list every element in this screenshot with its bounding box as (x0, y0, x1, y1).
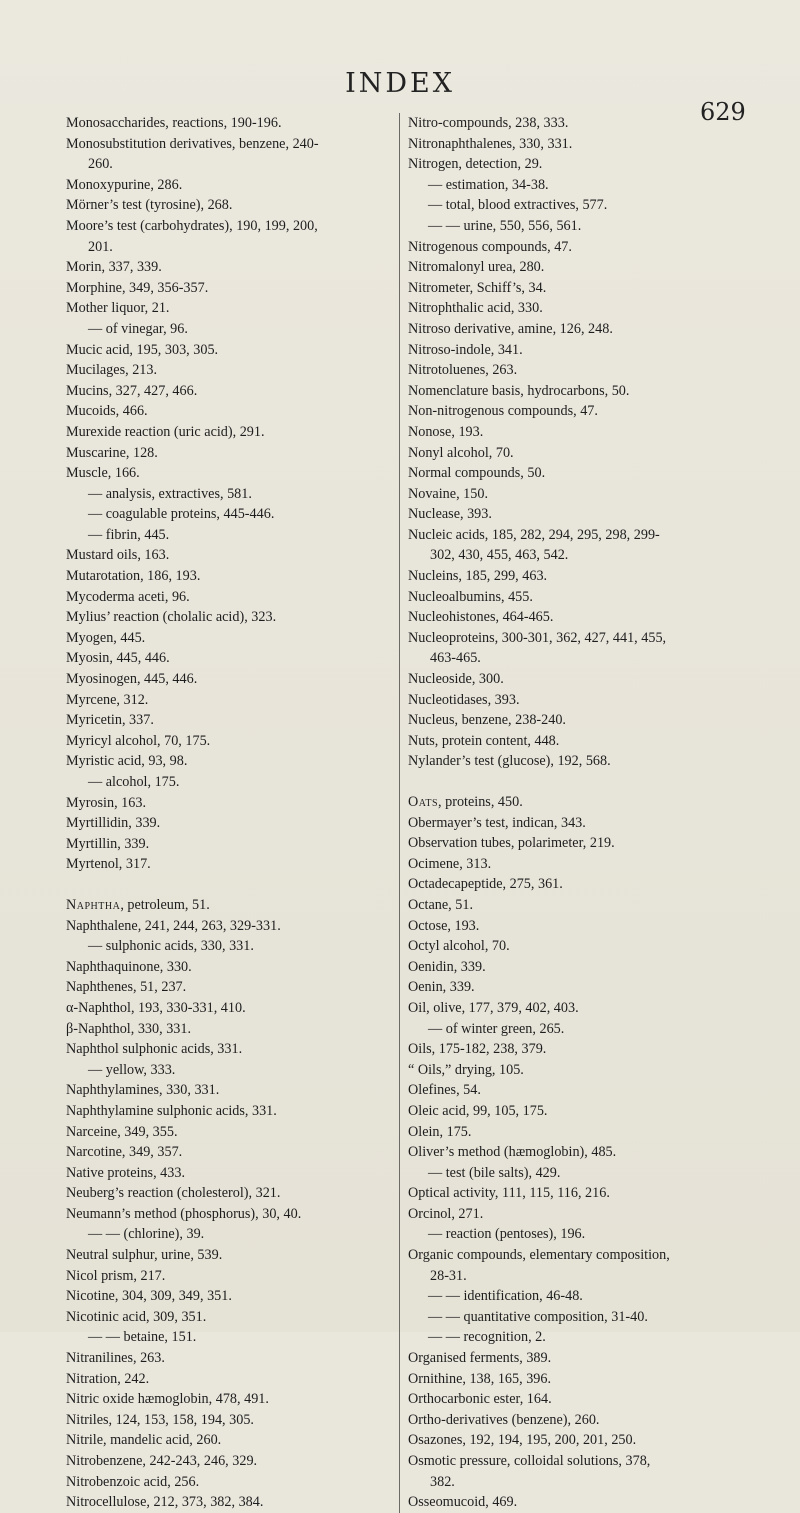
index-entry: Nitroso derivative, amine, 126, 248. (408, 320, 613, 337)
page-title: INDEX (345, 68, 455, 99)
index-entry: Ornithine, 138, 165, 396. (408, 1370, 552, 1387)
index-entry: Mörner’s test (tyrosine), 268. (66, 197, 233, 214)
index-entry: Octane, 51. (408, 896, 474, 913)
index-entry: Myrosin, 163. (66, 794, 147, 811)
index-entry: Oils, 175-182, 238, 379. (408, 1041, 547, 1058)
index-entry: Naphthalene, 241, 244, 263, 329-331. (66, 917, 281, 934)
index-subentry: — fibrin, 445. (88, 526, 170, 543)
index-subentry: — coagulable proteins, 445-446. (88, 506, 275, 523)
index-entry: Nitrogen, detection, 29. (408, 156, 543, 173)
index-entry: Nitrobenzene, 242-243, 246, 329. (66, 1453, 258, 1469)
index-entry: Osazones, 192, 194, 195, 200, 201, 250. (408, 1432, 637, 1449)
index-entry: Nitrocellulose, 212, 373, 382, 384. (66, 1494, 264, 1511)
index-entry: Nucleoside, 300. (408, 671, 504, 688)
index-entry: Nucleohistones, 464-465. (408, 609, 554, 626)
index-entry: “ Oils,” drying, 105. (408, 1061, 524, 1078)
index-entry: Myrtillin, 339. (66, 835, 150, 852)
index-entry-continuation: 302, 430, 455, 463, 542. (430, 547, 569, 564)
index-entry: Nitrotoluenes, 263. (408, 362, 518, 379)
index-subentry: — of vinegar, 96. (88, 320, 188, 337)
page-number: 629 (700, 98, 746, 126)
index-entry: Naphthaquinone, 330. (66, 958, 192, 975)
index-entry: Olein, 175. (408, 1123, 472, 1140)
index-subentry: — yellow, 333. (88, 1061, 176, 1078)
index-entry: Native proteins, 433. (66, 1164, 185, 1181)
index-entry: Olefines, 54. (408, 1082, 481, 1099)
index-entry: Ocimene, 313. (408, 855, 492, 872)
index-entry: Morphine, 349, 356-357. (66, 279, 209, 296)
index-entry: Nitric oxide hæmoglobin, 478, 491. (66, 1391, 269, 1408)
index-subentry: — — (chlorine), 39. (88, 1226, 205, 1243)
index-entry: Nitrile, mandelic acid, 260. (66, 1432, 222, 1449)
index-entry: Mucilages, 213. (66, 362, 158, 379)
index-entry: Oil, olive, 177, 379, 402, 403. (408, 999, 579, 1016)
index-entry: Myogen, 445. (66, 629, 146, 646)
index-subentry: — total, blood extractives, 577. (428, 197, 608, 214)
index-entry: Osmotic pressure, colloidal solutions, 378, (408, 1453, 651, 1469)
index-entry: Moore’s test (carbohydrates), 190, 199, 200, (66, 217, 318, 234)
index-entry: Narcotine, 349, 357. (66, 1144, 183, 1161)
index-subentry: — reaction (pentoses), 196. (428, 1226, 586, 1243)
index-entry: Ortho-derivatives (benzene), 260. (408, 1411, 600, 1428)
index-subentry: — — identification, 46-48. (428, 1288, 583, 1305)
index-entry: β-Naphthol, 330, 331. (66, 1020, 192, 1037)
index-entry: Myricyl alcohol, 70, 175. (66, 732, 211, 749)
index-entry: Nomenclature basis, hydrocarbons, 50. (408, 382, 630, 399)
index-entry: Monoxypurine, 286. (66, 176, 183, 193)
index-subentry: — — quantitative composition, 31-40. (428, 1308, 648, 1325)
index-entry: Mycoderma aceti, 96. (66, 588, 190, 605)
index-entry: Murexide reaction (uric acid), 291. (66, 423, 265, 440)
index-subentry: — alcohol, 175. (88, 774, 180, 790)
index-entry: Nonose, 193. (408, 423, 484, 440)
index-entry: α-Naphthol, 193, 330-331, 410. (66, 999, 246, 1016)
index-entry: Neutral sulphur, urine, 539. (66, 1247, 223, 1264)
section-gap (400, 772, 736, 792)
index-entry: Nucleins, 185, 299, 463. (408, 568, 548, 585)
index-entry: Oleic acid, 99, 105, 175. (408, 1102, 548, 1119)
index-entry: Osseomucoid, 469. (408, 1494, 518, 1511)
index-entry: Nitriles, 124, 153, 158, 194, 305. (66, 1411, 254, 1428)
index-entry: Monosaccharides, reactions, 190-196. (66, 115, 282, 131)
index-entry: Nylander’s test (glucose), 192, 568. (408, 753, 611, 770)
index-entry: Nitronaphthalenes, 330, 331. (408, 135, 573, 152)
index-subentry: — sulphonic acids, 330, 331. (88, 938, 254, 955)
index-entry-continuation: 28-31. (430, 1267, 467, 1284)
index-entry: Orcinol, 271. (408, 1205, 484, 1222)
index-entry: Nicol prism, 217. (66, 1267, 166, 1284)
index-entry: Nucleic acids, 185, 282, 294, 295, 298, 299- (408, 526, 660, 543)
index-entry: Observation tubes, polarimeter, 219. (408, 835, 615, 852)
index-entry: Myrcene, 312. (66, 691, 149, 708)
index-entry: Myricetin, 337. (66, 712, 154, 729)
index-entry: Naphthol sulphonic acids, 331. (66, 1041, 243, 1058)
index-entry: Nitroso-indole, 341. (408, 341, 523, 358)
index-entry-continuation: 201. (88, 238, 113, 255)
index-entry: Oenidin, 339. (408, 958, 486, 975)
index-entry: Obermayer’s test, indican, 343. (408, 814, 586, 831)
index-entry: Nicotine, 304, 309, 349, 351. (66, 1288, 232, 1305)
index-entry: Nitromalonyl urea, 280. (408, 259, 545, 276)
index-subentry: — — betaine, 151. (88, 1329, 197, 1346)
index-entry: Nitranilines, 263. (66, 1350, 165, 1367)
index-entry: Naphthylamines, 330, 331. (66, 1082, 220, 1099)
index-entry: Nonyl alcohol, 70. (408, 444, 514, 461)
index-entry: Mucoids, 466. (66, 403, 148, 420)
index-entry: Muscarine, 128. (66, 444, 158, 461)
index-entry: Myrtillidin, 339. (66, 815, 161, 832)
index-entry: Nitrogenous compounds, 47. (408, 238, 572, 255)
index-entry: Nitration, 242. (66, 1370, 150, 1387)
index-entry: Nucleoalbumins, 455. (408, 588, 533, 605)
index-subentry: — — urine, 550, 556, 561. (428, 217, 582, 234)
index-subentry: — test (bile salts), 429. (428, 1164, 561, 1181)
index-entry: Octyl alcohol, 70. (408, 938, 510, 955)
index-entry: Optical activity, 111, 115, 116, 216. (408, 1185, 610, 1202)
index-entry: Oliver’s method (hæmoglobin), 485. (408, 1144, 617, 1161)
index-entry: Octadecapeptide, 275, 361. (408, 876, 563, 893)
index-column-left (66, 113, 390, 1513)
index-entry: Naphthylamine sulphonic acids, 331. (66, 1102, 277, 1119)
index-entry: Nitro-compounds, 238, 333. (408, 115, 569, 131)
index-entry: Myristic acid, 93, 98. (66, 753, 188, 770)
index-subentry: — — recognition, 2. (428, 1329, 546, 1346)
index-entry: Oats, proteins, 450. (408, 794, 523, 810)
index-entry: Nitrobenzoic acid, 256. (66, 1473, 200, 1490)
index-entry: Oenin, 339. (408, 979, 475, 996)
index-subentry: — of winter green, 265. (428, 1020, 565, 1037)
index-entry: Neuberg’s reaction (cholesterol), 321. (66, 1185, 281, 1202)
index-entry: Orthocarbonic ester, 164. (408, 1391, 552, 1408)
index-entry: Organic compounds, elementary composition, (408, 1247, 670, 1264)
index-entry: Nucleus, benzene, 238-240. (408, 712, 566, 729)
index-entry: Myrtenol, 317. (66, 856, 151, 873)
index-entry: Organised ferments, 389. (408, 1350, 552, 1367)
index-entry: Mutarotation, 186, 193. (66, 568, 201, 585)
index-entry: Morin, 337, 339. (66, 259, 162, 276)
index-entry: Muscle, 166. (66, 465, 140, 482)
index-entry: Nitrometer, Schiff’s, 34. (408, 279, 547, 296)
index-entry: Mucins, 327, 427, 466. (66, 382, 198, 399)
index-entry-continuation: 260. (88, 156, 113, 173)
index-column-right (399, 113, 736, 1513)
index-subentry: — analysis, extractives, 581. (88, 485, 252, 502)
index-entry: Nitrophthalic acid, 330. (408, 300, 543, 317)
index-entry: Novaine, 150. (408, 485, 488, 502)
index-entry: Nuclease, 393. (408, 506, 492, 523)
index-entry: Naphthenes, 51, 237. (66, 979, 187, 996)
index-entry: Nuts, protein content, 448. (408, 732, 560, 749)
index-entry: Mylius’ reaction (cholalic acid), 323. (66, 609, 277, 626)
index-entry: Mucic acid, 195, 303, 305. (66, 341, 219, 358)
index-entry: Myosin, 445, 446. (66, 650, 170, 667)
section-gap (66, 875, 390, 895)
index-entry: Mother liquor, 21. (66, 300, 170, 317)
index-entry: Mustard oils, 163. (66, 547, 170, 564)
index-entry: Neumann’s method (phosphorus), 30, 40. (66, 1205, 302, 1222)
index-subentry: — estimation, 34-38. (428, 176, 549, 193)
index-entry: Normal compounds, 50. (408, 465, 546, 482)
index-entry: Octose, 193. (408, 917, 480, 934)
index-entry: Naphtha, petroleum, 51. (66, 896, 210, 913)
index-entry-continuation: 382. (430, 1473, 455, 1490)
index-entry-continuation: 463-465. (430, 650, 481, 667)
index-entry: Myosinogen, 445, 446. (66, 671, 198, 688)
index-entry: Narceine, 349, 355. (66, 1123, 178, 1140)
index-entry: Nicotinic acid, 309, 351. (66, 1308, 207, 1325)
index-entry: Monosubstitution derivatives, benzene, 240- (66, 135, 319, 152)
index-entry: Nucleoproteins, 300-301, 362, 427, 441, 455, (408, 629, 667, 646)
index-entry: Non-nitrogenous compounds, 47. (408, 403, 598, 420)
index-entry: Nucleotidases, 393. (408, 691, 520, 708)
